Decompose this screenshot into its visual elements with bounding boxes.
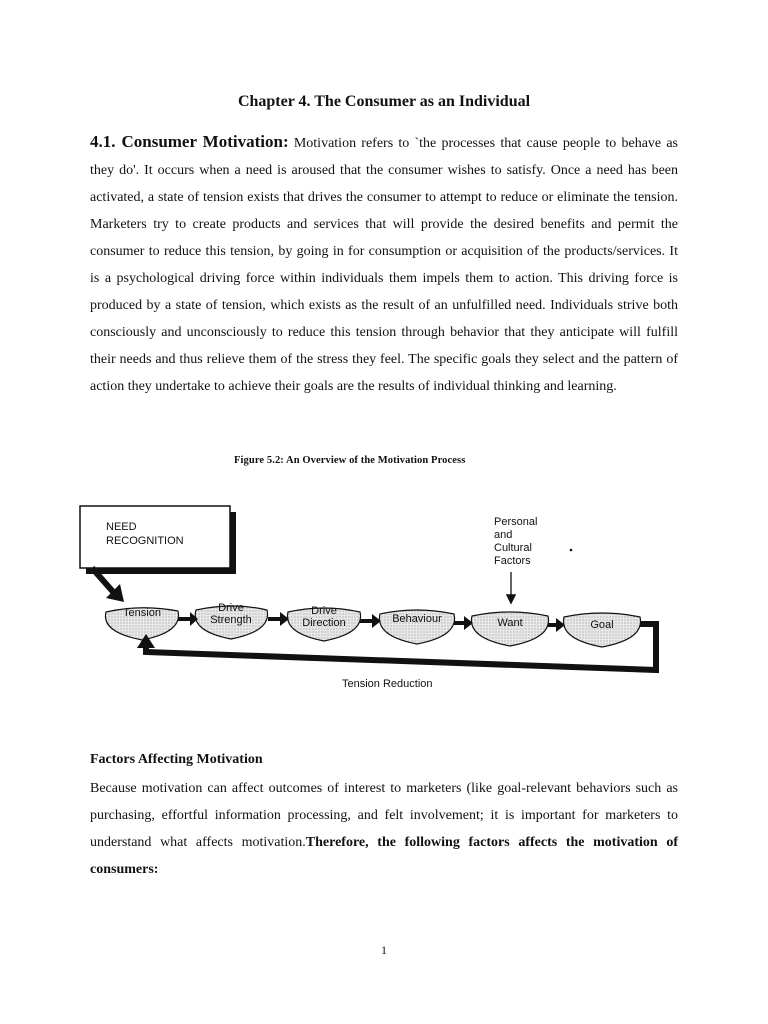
need-recognition-box [80, 506, 236, 574]
factors-line4: Factors [494, 555, 531, 567]
section-heading-consumer-motivation: 4.1. Consumer Motivation: [90, 132, 289, 151]
stage-drive-strength [195, 602, 267, 639]
arrow-direction-to-behaviour [360, 614, 381, 628]
arrow-behaviour-to-want [454, 616, 473, 630]
stage-behaviour [379, 610, 454, 644]
stage-label-line2: Strength [210, 614, 252, 626]
motivation-process-diagram [0, 490, 768, 705]
need-box-line2: RECOGNITION [106, 535, 184, 547]
paragraph-factors [90, 775, 678, 883]
stage-label: Want [497, 617, 523, 629]
stage-goal [563, 613, 640, 647]
paragraph-consumer-motivation [90, 128, 678, 400]
arrow-strength-to-direction [268, 612, 289, 626]
paragraph-body: Motivation refers to `the processes that cause people to behave as they do'. It occurs when a need is aroused that the consumer wishes to satisfy. Once a need has been activated, a state of tension exists that drives the consumer to attempt to reduce or eliminate the tension. Marketers try to create products and services that will provide the desired benefits and permit the consumer to reduce this tension, by going in for consumption or acquisition of the products/services. It is a psychological driving force within individuals them impels them to action. This driving force is produced by a state of tension, which exists as the result of an unfulfilled need. Individuals strive both consciously and unconsciously to reduce this tension through behavior that they anticipate will fulfill their needs and thus relieve them of the stress they feel. The specific goals they select and the pattern of action they undertake to achieve their goals are the results of individual thinking and learning. [90, 136, 678, 394]
stage-label: Behaviour [392, 613, 442, 625]
feedback-label: Tension Reduction [342, 678, 433, 690]
stage-label-line1: Drive [311, 605, 337, 617]
stage-label: Goal [590, 619, 614, 631]
stage-want [471, 612, 548, 646]
stage-tension [105, 607, 178, 640]
paragraph-bold-statement: Therefore, the following factors affects the motivation of consumers: [90, 835, 678, 877]
personal-cultural-factors [494, 516, 572, 602]
factors-line1: Personal [494, 516, 538, 528]
chapter-title: Chapter 4. The Consumer as an Individual [237, 93, 531, 110]
factors-line3: Cultural [494, 542, 532, 554]
stage-label-line2: Direction [302, 617, 346, 629]
section-heading-factors: Factors Affecting Motivation [90, 752, 263, 767]
page-number: 1 [381, 943, 387, 957]
stray-dot [570, 549, 573, 552]
need-box-line1: NEED [106, 521, 137, 533]
figure-caption: Figure 5.2: An Overview of the Motivation Process [234, 455, 466, 466]
stage-drive-direction [287, 605, 360, 641]
stage-label: Tension [123, 607, 161, 619]
stage-label-line1: Drive [218, 602, 244, 614]
factors-line2: and [494, 529, 513, 541]
arrow-want-to-goal [548, 618, 565, 632]
paragraph-body: Because motivation can affect outcomes of interest to marketers (like goal-relevant behaviors such as purchasing, effortful information processing, and felt involvement; it is important for marketers to understand what affects motivation. [90, 781, 678, 850]
